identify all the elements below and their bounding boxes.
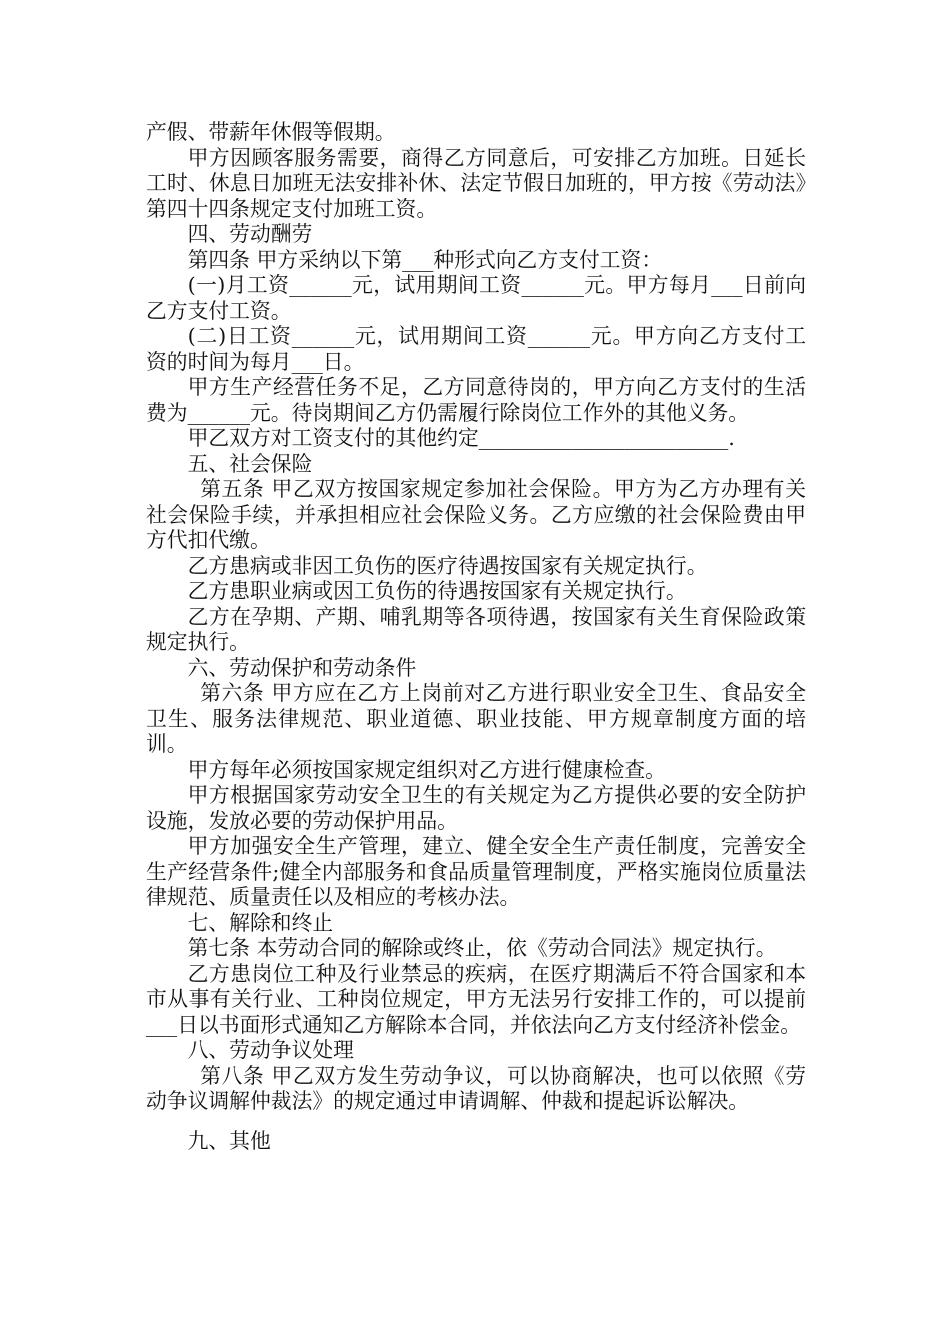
paragraph-standby-pay: 甲方生产经营任务不足，乙方同意待岗的，甲方向乙方支付的生活费为______元。待岗期间乙方仍需履行除岗位工作外的其他义务。 (146, 375, 806, 425)
paragraph-illness-termination: 乙方患岗位工种及行业禁忌的疾病，在医疗期满后不符合国家和本市从事有关行业、工种岗位规定，甲方无法另行安排工作的，可以提前___日以书面形式通知乙方解除本合同，并依法向乙方支付经济补偿金。 (146, 961, 806, 1037)
paragraph-overtime: 甲方因顾客服务需要，商得乙方同意后，可安排乙方加班。日延长工时、休息日加班无法安排补休、法定节假日加班的，甲方按《劳动法》第四十四条规定支付加班工资。 (146, 145, 806, 221)
section-heading-labor-protection: 六、劳动保护和劳动条件 (187, 655, 417, 680)
article-6: 第六条 甲方应在乙方上岗前对乙方进行职业安全卫生、食品安全卫生、服务法律规范、职业道德、职业技能、甲方规章制度方面的培训。 (146, 681, 806, 756)
section-heading-social-insurance: 五、社会保险 (187, 451, 313, 476)
section-heading-other: 九、其他 (187, 1128, 271, 1153)
paragraph-health-check: 甲方每年必须按国家规定组织对乙方进行健康检查。 (187, 757, 666, 782)
article-4: 第四条 甲方采纳以下第___种形式向乙方支付工资： (187, 247, 663, 272)
article-5: 第五条 甲乙双方按国家规定参加社会保险。甲方为乙方办理有关社会保险手续，并承担相应社会保险义务。乙方应缴的社会保险费由甲方代扣代缴。 (146, 477, 806, 552)
contract-text (146, 120, 806, 1154)
paragraph-daily-wage: (二)日工资______元，试用期间工资______元。甲方向乙方支付工资的时间为每月___日。 (146, 324, 806, 374)
paragraph-medical-treatment: 乙方患病或非因工负伤的医疗待遇按国家有关规定执行。 (187, 553, 708, 578)
paragraph-safety-equipment: 甲方根据国家劳动安全卫生的有关规定为乙方提供必要的安全防护设施，发放必要的劳动保护用品。 (146, 783, 806, 833)
section-heading-termination: 七、解除和终止 (187, 910, 334, 935)
paragraph-monthly-wage: (一)月工资______元，试用期间工资______元。甲方每月___日前向乙方支付工资。 (146, 273, 806, 323)
paragraph-maternity: 乙方在孕期、产期、哺乳期等各项待遇，按国家有关生育保险政策规定执行。 (146, 604, 806, 654)
paragraph-other-wage-agreement: 甲乙双方对工资支付的其他约定________________________. (187, 426, 735, 450)
section-heading-remuneration: 四、劳动酬劳 (187, 222, 313, 246)
paragraph-occupational-injury: 乙方患职业病或因工负伤的待遇按国家有关规定执行。 (187, 579, 687, 603)
article-8: 第八条 甲乙双方发生劳动争议，可以协商解决，也可以依照《劳动争议调解仲裁法》的规定通过申请调解、仲裁和提起诉讼解决。 (146, 1063, 806, 1113)
paragraph-safety-management: 甲方加强安全生产管理，建立、健全安全生产责任制度，完善安全生产经营条件;健全内部服务和食品质量管理制度，严格实施岗位质量法律规范、质量责任以及相应的考核办法。 (146, 834, 806, 909)
section-heading-dispute: 八、劳动争议处理 (187, 1038, 354, 1062)
article-7: 第七条 本劳动合同的解除或终止，依《劳动合同法》规定执行。 (187, 936, 777, 960)
paragraph-leave-continued: 产假、带薪年休假等假期。 (146, 120, 396, 144)
